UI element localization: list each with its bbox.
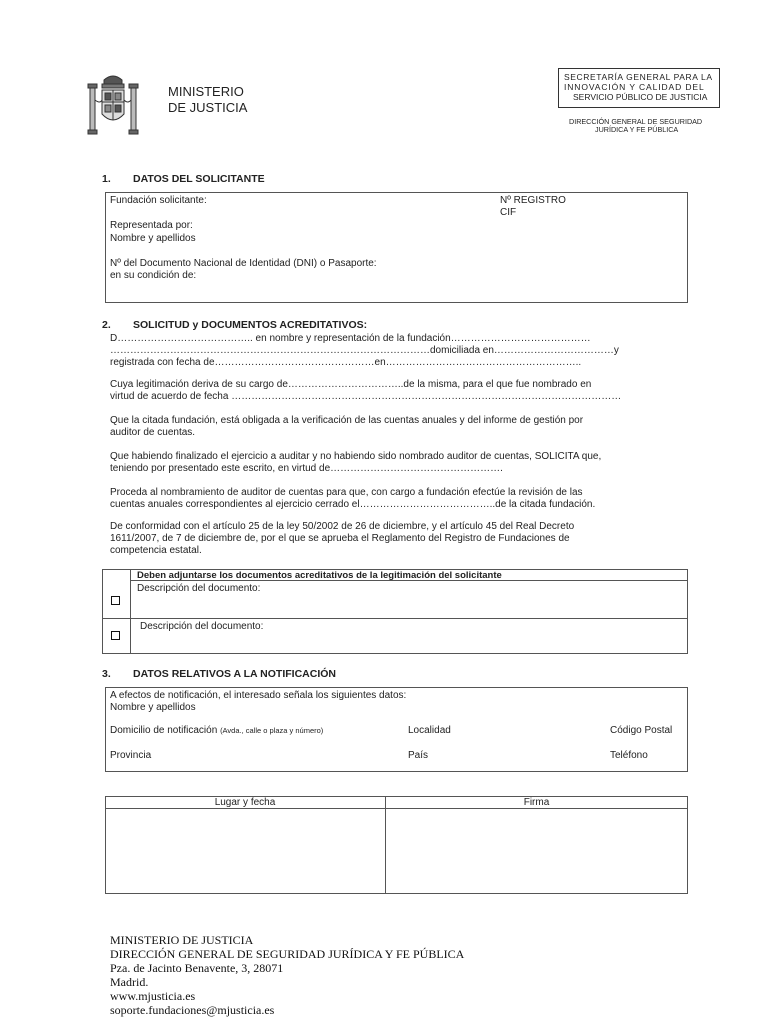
p6-line3: competencia estatal.	[110, 545, 202, 556]
notif-nombre-label: Nombre y apellidos	[110, 702, 196, 713]
solicitante-box	[105, 192, 688, 303]
efectos-label: A efectos de notificación, el interesado señala los siguientes datos:	[110, 690, 407, 701]
cif-label: CIF	[500, 207, 517, 218]
nombre-label: Nombre y apellidos	[110, 233, 196, 244]
secretaria-line3: SERVICIO PÚBLICO DE JUSTICIA	[573, 92, 708, 102]
representada-label: Representada por:	[110, 220, 193, 231]
direccion-line1: DIRECCIÓN GENERAL DE SEGURIDAD	[569, 117, 703, 126]
secretaria-line2: INNOVACIÓN Y CALIDAD DEL	[564, 82, 705, 92]
domicilio-label	[110, 725, 323, 736]
p4-line2: teniendo por presentado este escrito, en virtud de…………………………………………….	[110, 463, 503, 474]
coat-of-arms-icon	[84, 70, 142, 138]
p1-line3: registrada con fecha de…………………………………………en…………………………………………………..	[110, 357, 582, 368]
dni-label: Nº del Documento Nacional de Identidad (DNI) o Pasaporte:	[110, 258, 377, 269]
ministry-title-line1: MINISTERIO	[168, 84, 244, 99]
p4-line1: Que habiendo finalizado el ejercicio a auditar y no habiendo sido nombrado auditor de cuentas, SOLICITA que,	[110, 451, 602, 462]
p2-line2: virtud de acuerdo de fecha ………………………………………………………………………………………………………	[110, 391, 622, 402]
footer-ministry: MINISTERIO DE JUSTICIA	[110, 933, 254, 947]
lugar-fecha-label: Lugar y fecha	[214, 797, 276, 808]
p5-line1: Proceda al nombramiento de auditor de cuentas para que, con cargo a fundación efectúe la revisión de las	[110, 487, 583, 498]
footer-address: Pza. de Jacinto Benavente, 3, 28071	[110, 961, 284, 975]
section2-title: SOLICITUD y DOCUMENTOS ACREDITATIVOS:	[133, 319, 368, 331]
document1-checkbox[interactable]	[111, 596, 120, 605]
codigo-postal-label: Código Postal	[610, 725, 673, 736]
documents-header: Deben adjuntarse los documentos acreditativos de la legitimación del solicitante	[137, 570, 502, 581]
documents-table-divider-h2	[102, 618, 688, 619]
fundacion-label: Fundación solicitante:	[110, 195, 207, 206]
section2-number: 2.	[102, 319, 111, 331]
section3-title: DATOS RELATIVOS A LA NOTIFICACIÓN	[133, 668, 336, 680]
domicilio-text: Domicilio de notificación	[110, 725, 218, 736]
pais-label: País	[408, 750, 429, 761]
footer-email-link[interactable]: soporte.fundaciones@mjusticia.es	[110, 1003, 275, 1017]
ministry-title-line2: DE JUSTICIA	[168, 100, 248, 115]
document2-label: Descripción del documento:	[140, 621, 264, 632]
p1-line1: D………………………………….. en nombre y representación de la fundación……………………………………	[110, 333, 591, 344]
document2-checkbox[interactable]	[111, 631, 120, 640]
telefono-label: Teléfono	[610, 750, 648, 761]
p6-line1: De conformidad con el artículo 25 de la ley 50/2002 de 26 de diciembre, y el artículo 45 del Real Decreto	[110, 521, 575, 532]
localidad-label: Localidad	[408, 725, 451, 736]
firma-field[interactable]	[386, 809, 687, 893]
provincia-label: Provincia	[110, 750, 152, 761]
p2-line1: Cuya legitimación deriva de su cargo de……………………………..de la misma, para el que fue nombrado en	[110, 379, 592, 390]
secretaria-line1: SECRETARÍA GENERAL PARA LA	[564, 72, 713, 82]
section1-number: 1.	[102, 173, 111, 185]
documents-table-divider-v	[130, 569, 131, 654]
p1-line2: ……………………………………………………………………………………domiciliada en………………………………y	[110, 345, 619, 356]
section3-number: 3.	[102, 668, 111, 680]
p5-line2: cuentas anuales correspondientes al ejercicio cerrado el…………………………………..de la citada fundación.	[110, 499, 596, 510]
p6-line2: 1611/2007, de 7 de diciembre de, por el que se aprueba el Reglamento del Registro de Fundaciones de	[110, 533, 570, 544]
p3-line1: Que la citada fundación, está obligada a la verificación de las cuentas anuales y del informe de gestión por	[110, 415, 584, 426]
domicilio-hint: (Avda., calle o plaza y número)	[220, 726, 324, 735]
condicion-label: en su condición de:	[110, 270, 197, 281]
firma-label: Firma	[523, 797, 550, 808]
lugar-fecha-field[interactable]	[106, 809, 384, 893]
footer-direccion: DIRECCIÓN GENERAL DE SEGURIDAD JURÍDICA Y FE PÚBLICA	[110, 947, 465, 961]
documents-table	[102, 569, 688, 654]
registro-label: Nº REGISTRO	[500, 195, 566, 206]
footer-website-link[interactable]: www.mjusticia.es	[110, 989, 196, 1003]
document1-label: Descripción del documento:	[137, 583, 261, 594]
direccion-line2: JURÍDICA Y FE PÚBLICA	[595, 125, 679, 134]
p3-line2: auditor de cuentas.	[110, 427, 196, 438]
section1-title: DATOS DEL SOLICITANTE	[133, 173, 265, 185]
footer-city: Madrid.	[110, 975, 149, 989]
